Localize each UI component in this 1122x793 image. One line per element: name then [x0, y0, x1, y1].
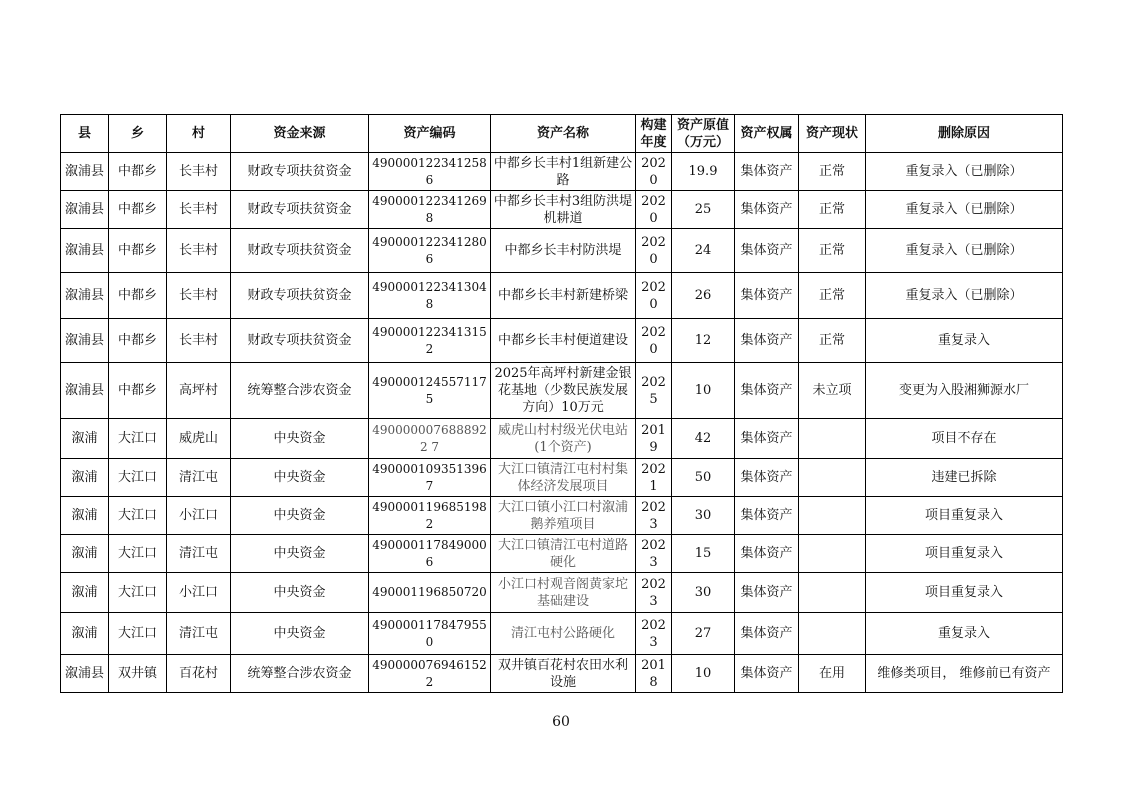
status-cell: 正常 — [799, 153, 866, 191]
fund-source-cell: 财政专项扶贫资金 — [231, 191, 369, 229]
county-cell: 溆浦县 — [61, 153, 109, 191]
fund-source-cell: 中央资金 — [231, 613, 369, 655]
page-number: 60 — [552, 714, 570, 730]
status-cell — [799, 613, 866, 655]
asset-code-cell: 4900000076888922 7 — [369, 419, 491, 459]
village-cell: 百花村 — [167, 655, 231, 693]
header-fund-source: 资金来源 — [231, 115, 369, 153]
build-year-cell: 2021 — [636, 459, 672, 497]
ownership-cell: 集体资产 — [735, 363, 799, 419]
table-row — [61, 191, 1063, 229]
table-row — [61, 497, 1063, 535]
deletion-reason-cell: 重复录入（已删除） — [866, 273, 1063, 319]
deletion-reason-cell: 重复录入（已删除） — [866, 191, 1063, 229]
township-cell: 中都乡 — [109, 229, 167, 273]
original-value-cell: 12 — [672, 319, 735, 363]
original-value-cell: 30 — [672, 497, 735, 535]
asset-name-cell: 威虎山村村级光伏电站(1个资产) — [491, 419, 636, 459]
build-year-cell: 2020 — [636, 153, 672, 191]
county-cell: 溆浦县 — [61, 273, 109, 319]
asset-deletion-table — [60, 114, 1063, 693]
county-cell: 溆浦 — [61, 419, 109, 459]
township-cell: 大江口 — [109, 535, 167, 573]
header-asset-code: 资产编码 — [369, 115, 491, 153]
original-value-cell: 25 — [672, 191, 735, 229]
asset-code-cell: 4900001223412698 — [369, 191, 491, 229]
deletion-reason-cell: 项目不存在 — [866, 419, 1063, 459]
status-cell — [799, 535, 866, 573]
build-year-cell: 2020 — [636, 191, 672, 229]
ownership-cell: 集体资产 — [735, 535, 799, 573]
village-cell: 清江屯 — [167, 535, 231, 573]
status-cell — [799, 419, 866, 459]
township-cell: 大江口 — [109, 459, 167, 497]
asset-code-cell: 4900001196851982 — [369, 497, 491, 535]
village-cell: 清江屯 — [167, 613, 231, 655]
ownership-cell: 集体资产 — [735, 419, 799, 459]
ownership-cell: 集体资产 — [735, 191, 799, 229]
fund-source-cell: 财政专项扶贫资金 — [231, 273, 369, 319]
asset-code-cell: 4900001223412806 — [369, 229, 491, 273]
deletion-reason-cell: 重复录入 — [866, 319, 1063, 363]
original-value-cell: 42 — [672, 419, 735, 459]
deletion-reason-cell: 维修类项目， 维修前已有资产 — [866, 655, 1063, 693]
village-cell: 高坪村 — [167, 363, 231, 419]
asset-code-cell: 4900001223413152 — [369, 319, 491, 363]
ownership-cell: 集体资产 — [735, 319, 799, 363]
table-row — [61, 319, 1063, 363]
asset-name-cell: 大江口镇清江屯村道路硬化 — [491, 535, 636, 573]
village-cell: 威虎山 — [167, 419, 231, 459]
asset-name-cell: 双井镇百花村农田水利设施 — [491, 655, 636, 693]
county-cell: 溆浦县 — [61, 191, 109, 229]
header-status: 资产现状 — [799, 115, 866, 153]
asset-code-cell: 4900000769461522 — [369, 655, 491, 693]
original-value-cell: 27 — [672, 613, 735, 655]
village-cell: 清江屯 — [167, 459, 231, 497]
county-cell: 溆浦县 — [61, 363, 109, 419]
village-cell: 长丰村 — [167, 153, 231, 191]
build-year-cell: 2025 — [636, 363, 672, 419]
township-cell: 中都乡 — [109, 191, 167, 229]
build-year-cell: 2020 — [636, 319, 672, 363]
ownership-cell: 集体资产 — [735, 153, 799, 191]
asset-code-cell: 4900001223412586 — [369, 153, 491, 191]
asset-code-cell: 4900001093513967 — [369, 459, 491, 497]
county-cell: 溆浦县 — [61, 229, 109, 273]
build-year-cell: 2023 — [636, 613, 672, 655]
table-header-row — [61, 115, 1063, 153]
village-cell: 长丰村 — [167, 319, 231, 363]
table-row — [61, 535, 1063, 573]
build-year-cell: 2023 — [636, 573, 672, 613]
ownership-cell: 集体资产 — [735, 613, 799, 655]
asset-code-cell: 490001196850720 — [369, 573, 491, 613]
asset-name-cell: 大江口镇清江屯村村集体经济发展项目 — [491, 459, 636, 497]
status-cell: 在用 — [799, 655, 866, 693]
header-build-year: 构建年度 — [636, 115, 672, 153]
county-cell: 溆浦 — [61, 535, 109, 573]
village-cell: 小江口 — [167, 573, 231, 613]
ownership-cell: 集体资产 — [735, 655, 799, 693]
header-village: 村 — [167, 115, 231, 153]
deletion-reason-cell: 项目重复录入 — [866, 535, 1063, 573]
fund-source-cell: 中央资金 — [231, 573, 369, 613]
township-cell: 大江口 — [109, 497, 167, 535]
header-deletion-reason: 删除原因 — [866, 115, 1063, 153]
table-row — [61, 273, 1063, 319]
table-row — [61, 613, 1063, 655]
ownership-cell: 集体资产 — [735, 497, 799, 535]
township-cell: 大江口 — [109, 573, 167, 613]
status-cell: 正常 — [799, 319, 866, 363]
status-cell — [799, 459, 866, 497]
fund-source-cell: 财政专项扶贫资金 — [231, 319, 369, 363]
table-row — [61, 229, 1063, 273]
township-cell: 中都乡 — [109, 153, 167, 191]
table-row — [61, 419, 1063, 459]
township-cell: 双井镇 — [109, 655, 167, 693]
asset-name-cell: 清江屯村公路硬化 — [491, 613, 636, 655]
township-cell: 大江口 — [109, 613, 167, 655]
asset-code-cell: 4900001223413048 — [369, 273, 491, 319]
deletion-reason-cell: 重复录入 — [866, 613, 1063, 655]
status-cell: 未立项 — [799, 363, 866, 419]
original-value-cell: 15 — [672, 535, 735, 573]
asset-name-cell: 大江口镇小江口村溆浦鹅养殖项目 — [491, 497, 636, 535]
ownership-cell: 集体资产 — [735, 459, 799, 497]
build-year-cell: 2020 — [636, 229, 672, 273]
county-cell: 溆浦 — [61, 459, 109, 497]
county-cell: 溆浦县 — [61, 319, 109, 363]
asset-code-cell: 4900001178490006 — [369, 535, 491, 573]
asset-name-cell: 中都乡长丰村防洪堤 — [491, 229, 636, 273]
village-cell: 长丰村 — [167, 273, 231, 319]
table-body — [61, 153, 1063, 693]
fund-source-cell: 统筹整合涉农资金 — [231, 655, 369, 693]
original-value-cell: 10 — [672, 363, 735, 419]
deletion-reason-cell: 重复录入（已删除） — [866, 153, 1063, 191]
header-township: 乡 — [109, 115, 167, 153]
asset-name-cell: 中都乡长丰村3组防洪堤机耕道 — [491, 191, 636, 229]
original-value-cell: 19.9 — [672, 153, 735, 191]
fund-source-cell: 中央资金 — [231, 497, 369, 535]
build-year-cell: 2018 — [636, 655, 672, 693]
header-original-value: 资产原值（万元） — [672, 115, 735, 153]
table-row — [61, 363, 1063, 419]
deletion-reason-cell: 重复录入（已删除） — [866, 229, 1063, 273]
asset-code-cell: 4900001178479550 — [369, 613, 491, 655]
build-year-cell: 2023 — [636, 497, 672, 535]
original-value-cell: 24 — [672, 229, 735, 273]
ownership-cell: 集体资产 — [735, 273, 799, 319]
status-cell: 正常 — [799, 273, 866, 319]
township-cell: 大江口 — [109, 419, 167, 459]
header-county: 县 — [61, 115, 109, 153]
table-row — [61, 573, 1063, 613]
asset-name-cell: 2025年高坪村新建金银花基地（少数民族发展方向）10万元 — [491, 363, 636, 419]
asset-name-cell: 中都乡长丰村新建桥梁 — [491, 273, 636, 319]
build-year-cell: 2019 — [636, 419, 672, 459]
fund-source-cell: 中央资金 — [231, 459, 369, 497]
asset-name-cell: 中都乡长丰村便道建设 — [491, 319, 636, 363]
township-cell: 中都乡 — [109, 363, 167, 419]
original-value-cell: 30 — [672, 573, 735, 613]
ownership-cell: 集体资产 — [735, 573, 799, 613]
county-cell: 溆浦县 — [61, 655, 109, 693]
build-year-cell: 2020 — [636, 273, 672, 319]
status-cell: 正常 — [799, 229, 866, 273]
asset-name-cell: 中都乡长丰村1组新建公路 — [491, 153, 636, 191]
original-value-cell: 50 — [672, 459, 735, 497]
table-row — [61, 655, 1063, 693]
header-asset-name: 资产名称 — [491, 115, 636, 153]
build-year-cell: 2023 — [636, 535, 672, 573]
county-cell: 溆浦 — [61, 573, 109, 613]
fund-source-cell: 统筹整合涉农资金 — [231, 363, 369, 419]
status-cell: 正常 — [799, 191, 866, 229]
deletion-reason-cell: 项目重复录入 — [866, 573, 1063, 613]
deletion-reason-cell: 项目重复录入 — [866, 497, 1063, 535]
county-cell: 溆浦 — [61, 613, 109, 655]
county-cell: 溆浦 — [61, 497, 109, 535]
township-cell: 中都乡 — [109, 319, 167, 363]
header-ownership: 资产权属 — [735, 115, 799, 153]
status-cell — [799, 573, 866, 613]
fund-source-cell: 中央资金 — [231, 419, 369, 459]
original-value-cell: 26 — [672, 273, 735, 319]
table-row — [61, 153, 1063, 191]
deletion-reason-cell: 违建已拆除 — [866, 459, 1063, 497]
status-cell — [799, 497, 866, 535]
fund-source-cell: 财政专项扶贫资金 — [231, 153, 369, 191]
fund-source-cell: 中央资金 — [231, 535, 369, 573]
fund-source-cell: 财政专项扶贫资金 — [231, 229, 369, 273]
original-value-cell: 10 — [672, 655, 735, 693]
township-cell: 中都乡 — [109, 273, 167, 319]
village-cell: 长丰村 — [167, 229, 231, 273]
ownership-cell: 集体资产 — [735, 229, 799, 273]
table-row — [61, 459, 1063, 497]
deletion-reason-cell: 变更为入股湘狮源水厂 — [866, 363, 1063, 419]
asset-name-cell: 小江口村观音阁黄家坨基础建设 — [491, 573, 636, 613]
village-cell: 长丰村 — [167, 191, 231, 229]
village-cell: 小江口 — [167, 497, 231, 535]
asset-code-cell: 4900001245571175 — [369, 363, 491, 419]
